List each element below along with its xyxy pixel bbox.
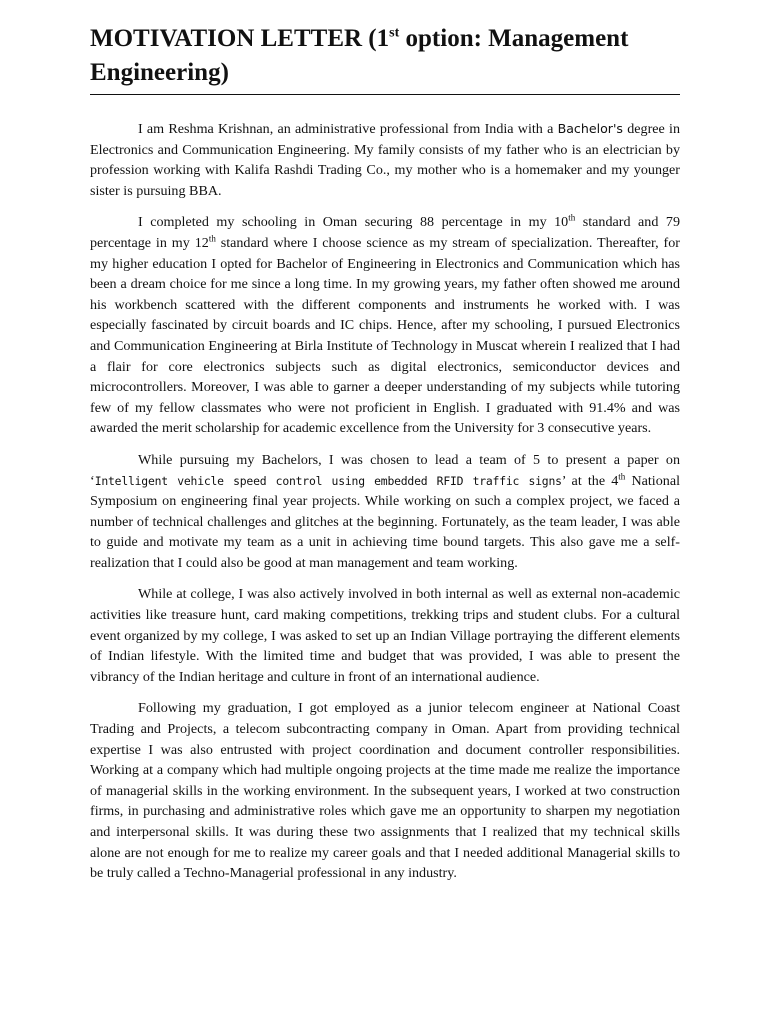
paragraph-project [90, 450, 680, 574]
title-line1-prefix: MOTIVATION LETTER (1 [90, 25, 390, 52]
letter-title [90, 22, 680, 94]
p3-text-a: While pursuing my Bachelors, I was chosen to lead a team of 5 to present a paper on ‘ [90, 451, 680, 489]
paragraph-introduction [90, 119, 680, 201]
p3-text-d: National Symposium on engineering final year projects. While working on such a complex project, we faced a number of technical challenges and glitches at the beginning. Fortunately, as the team leader, I was able to guide and motivate my team as a unit in achieving time bound targets. This also gave me a self-realization that I could also be good at man management and team working. [90, 472, 680, 571]
p1-text-c: degree in Electronics and Communication Engineering. My family consists of my father who is an electrician by profession working with Kalifa Rashdi Trading Co., my mother who is a homemaker and my younger sister is pursuing BBA. [90, 121, 680, 199]
title-line2: Engineering) [90, 59, 229, 86]
title-line1-suffix: option: Management [399, 25, 629, 52]
paragraph-activities: While at college, I was also actively involved in both internal as well as external non-academic activities like treasure hunt, card making competitions, trekking trips and student clubs. For a cultural event organized by my college, I was asked to set up an Indian Village portraying the different elements of Indian lifestyle. With the limited time and budget that was provided, I was able to present the vibrancy of the Indian heritage and culture in front of an international audience. [90, 586, 680, 685]
p2-superscript-2: th [208, 233, 216, 244]
p2-text-c: standard where I choose science as my stream of specialization. Thereafter, for my higher education I opted for Bachelor of Engineering in Electronics and Communication which has been a dream choice for me since a long time. In my growing years, my father often showed me around his workbench scattered with the different components and instruments he worked with. I was especially fascinated by circuit boards and IC chips. Hence, after my schooling, I pursued Electronics and Communication Engineering at Birla Institute of Technology in Muscat wherein I realized that I had a flair for core electronics subjects such as digital electronics, semiconductor devices and microcontrollers. Moreover, I was able to garner a deeper understanding of my subjects while tutoring few of my fellow classmates who were not proficient in English. I graduated with 91.4% and was awarded the merit scholarship for academic excellence from the University for 3 consecutive years. [90, 234, 680, 437]
paragraph-education [90, 212, 680, 439]
p1-text-a: I am Reshma Krishnan, an administrative professional from India with a [138, 121, 558, 137]
p3-project-title: Intelligent vehicle speed control using embedded RFID traffic signs [94, 473, 562, 488]
paragraph-career: Following my graduation, I got employed as a junior telecom engineer at National Coast Trading and Projects, a telecom subcontracting company in Oman. Apart from providing technical expertise I was also entrusted with project coordination and document controller responsibilities. Working at a company which had multiple ongoing projects at the time made me realize the importance of managerial skills in the working environment. In the subsequent years, I worked at two construction firms, in purchasing and administrative roles which gave me an opportunity to sharpen my negotiation and interpersonal skills. It was during these two assignments that I realized that my technical skills alone are not enough for me to realize my career goals and that I needed additional Managerial skills to be truly called a Techno-Managerial professional in any industry. [90, 700, 680, 882]
title-divider [90, 94, 680, 95]
p3-text-c: ’ at the 4 [561, 472, 619, 489]
title-superscript: st [389, 25, 400, 41]
p1-text-b: Bachelor's [557, 121, 623, 136]
p2-text-b: standard and 79 percentage in my 12 [90, 214, 680, 251]
p2-superscript-1: th [568, 212, 576, 223]
p3-superscript-1: th [618, 470, 626, 481]
p2-text-a: I completed my schooling in Oman securing 88 percentage in my 10 [138, 214, 569, 231]
